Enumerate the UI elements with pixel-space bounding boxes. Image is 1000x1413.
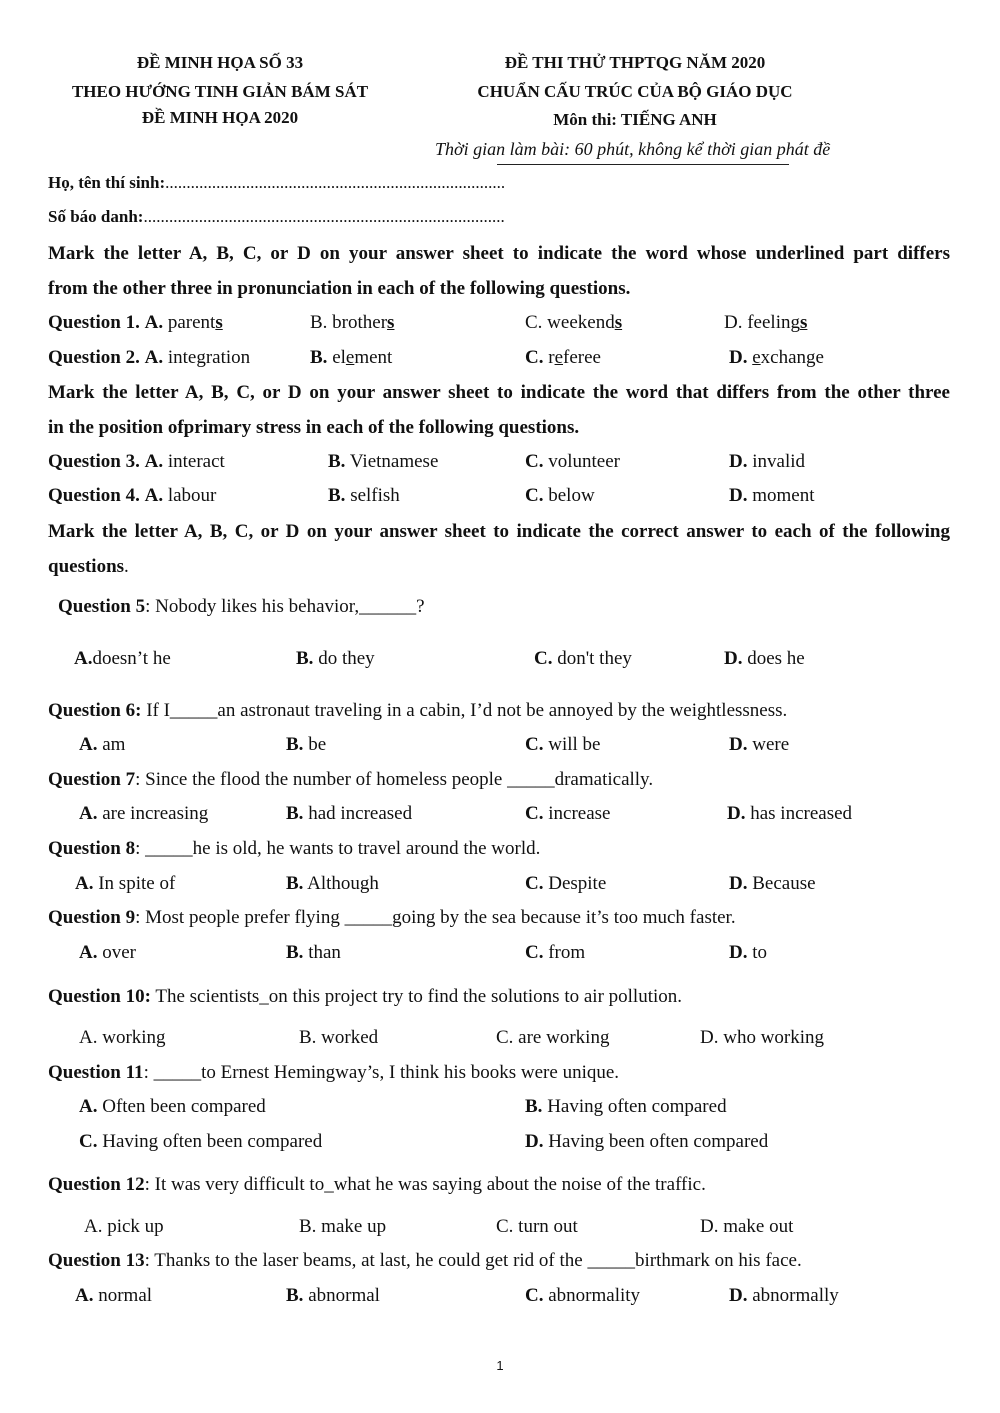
q7-option-a-letter: A.: [79, 803, 98, 824]
q5-option-b-letter: B.: [296, 648, 314, 669]
question-13-label: Question 13: [48, 1250, 145, 1271]
q1-option-d-underline: s: [799, 312, 808, 333]
q5-option-c-text: don't they: [552, 648, 632, 669]
header-left-line-3: ĐỀ MINH HỌA 2020: [141, 108, 299, 127]
q9-option-b: [286, 942, 341, 964]
q9-option-d-text: to: [747, 942, 768, 963]
q5-option-a-text: doesn’t he: [92, 648, 171, 669]
q5-option-b: [296, 648, 375, 670]
q1-option-c-underline: s: [614, 312, 623, 333]
q11-option-c: [79, 1131, 322, 1153]
question-8-label: Question 8: [48, 838, 136, 859]
q2-option-d-post: xchange: [760, 347, 824, 368]
question-13-text: : Thanks to the laser beams, at last, he could get rid of the _____birthmark on his face.: [144, 1250, 802, 1271]
question-7: [48, 769, 653, 791]
q7-option-b-text: had increased: [303, 803, 413, 824]
q3-option-d-text: invalid: [747, 451, 806, 472]
q2-option-b-pre: el: [327, 347, 346, 368]
q5-option-b-text: do they: [313, 648, 375, 669]
q3-option-d-letter: D.: [729, 451, 748, 472]
q7-option-a-text: are increasing: [97, 803, 209, 824]
question-1: [48, 312, 223, 334]
q4-option-c: [525, 485, 595, 507]
q2-option-d: [729, 347, 824, 369]
q7-option-b-letter: B.: [286, 803, 304, 824]
question-6-text: If I_____an astronaut traveling in a cabin, I’d not be annoyed by the weightlessness.: [141, 700, 788, 721]
q13-option-b-text: abnormal: [303, 1285, 380, 1306]
section-1-line-1: Mark the letter A, B, C, or D on your answer sheet to indicate the word whose underlined part differs: [48, 243, 950, 264]
q9-option-b-text: than: [303, 942, 341, 963]
question-12-label: Question 12: [48, 1174, 145, 1195]
q13-option-c-letter: C.: [525, 1285, 544, 1306]
q6-option-c: [525, 734, 600, 756]
q4-option-c-letter: C.: [525, 485, 544, 506]
question-7-text: : Since the flood the number of homeless people _____dramatically.: [135, 769, 654, 790]
q13-option-a: [75, 1285, 152, 1307]
q1-option-a-underline: s: [215, 312, 223, 333]
q6-option-d-text: were: [747, 734, 790, 755]
question-8-text: : _____he is old, he wants to travel around the world.: [135, 838, 541, 859]
q10-option-c: C. are working: [496, 1027, 610, 1048]
q13-option-d-letter: D.: [729, 1285, 748, 1306]
question-11: [48, 1062, 619, 1084]
candidate-name-label: Họ, tên thí sinh:: [48, 173, 166, 192]
q9-option-a: [79, 942, 136, 964]
q9-option-c-letter: C.: [525, 942, 544, 963]
q8-option-a-letter: A.: [75, 873, 94, 894]
header-left-line-1: ĐỀ MINH HỌA SỐ 33: [136, 53, 304, 72]
q9-option-c: [525, 942, 585, 964]
q6-option-a-letter: A.: [79, 734, 98, 755]
q4-option-b: [328, 485, 400, 507]
q4-option-d-letter: D.: [729, 485, 748, 506]
question-5-text: : Nobody likes his behavior,______?: [145, 596, 425, 617]
q4-option-a-letter: A.: [144, 485, 164, 506]
header-right-line-2: CHUẨN CẤU TRÚC CỦA BỘ GIÁO DỤC: [477, 82, 793, 101]
page-number: 1: [496, 1358, 504, 1373]
q7-option-d-letter: D.: [727, 803, 746, 824]
q3-option-c: [525, 451, 620, 473]
question-2-label: Question 2.: [48, 347, 140, 368]
q1-option-c-text: C. weekend: [525, 312, 615, 333]
q3-option-c-letter: C.: [525, 451, 544, 472]
q12-option-b: B. make up: [299, 1216, 387, 1237]
q9-option-d: [729, 942, 767, 964]
q3-option-b: [328, 451, 438, 473]
question-7-label: Question 7: [48, 769, 136, 790]
question-11-text: : _____to Ernest Hemingway’s, I think his books were unique.: [143, 1062, 620, 1083]
q11-option-b-letter: B.: [525, 1096, 543, 1117]
section-3-line-2-wrap: [48, 549, 950, 584]
question-10-label: Question 10:: [48, 986, 151, 1007]
q11-option-b-text: Having often compared: [542, 1096, 727, 1117]
q9-option-a-text: over: [97, 942, 136, 963]
q5-option-d-text: does he: [742, 648, 805, 669]
candidate-name-dots: ................................................................................: [165, 173, 506, 192]
question-10: [48, 986, 682, 1008]
section-3-instruction: [48, 514, 950, 584]
question-9-text: : Most people prefer flying _____going by the sea because it’s too much faster.: [135, 907, 736, 928]
q1-option-d: [724, 312, 807, 334]
q12-option-c: C. turn out: [496, 1216, 578, 1237]
question-12: [48, 1174, 706, 1196]
q3-option-b-text: Vietnamese: [345, 451, 439, 472]
q8-option-b: [286, 873, 379, 895]
q8-option-b-text: Although: [303, 873, 379, 894]
q13-option-d-text: abnormally: [747, 1285, 839, 1306]
q12-option-d: D. make out: [700, 1216, 794, 1237]
q13-option-b-letter: B.: [286, 1285, 304, 1306]
candidate-id-field: [48, 207, 505, 227]
q10-option-a: A. working: [79, 1027, 166, 1048]
question-3-label: Question 3.: [48, 451, 140, 472]
q11-option-d: [525, 1131, 768, 1153]
question-9-label: Question 9: [48, 907, 136, 928]
q6-option-b-text: be: [303, 734, 327, 755]
question-5-label: Question 5: [58, 596, 146, 617]
q7-option-d: [727, 803, 852, 825]
q4-option-a: labour: [163, 485, 217, 506]
candidate-name-field: [48, 173, 505, 193]
q1-option-a: parent: [163, 312, 216, 333]
section-2-line-2: in the position ofprimary stress in each of the following questions.: [48, 417, 580, 438]
q2-option-b-post: ment: [354, 347, 393, 368]
q2-option-b-letter: B.: [310, 347, 328, 368]
question-2: [48, 347, 250, 369]
question-4: [48, 485, 216, 507]
q11-option-d-letter: D.: [525, 1131, 544, 1152]
q11-option-c-text: Having often been compared: [97, 1131, 323, 1152]
q2-option-a-post: ration: [205, 347, 251, 368]
q4-option-b-letter: B.: [328, 485, 346, 506]
q9-option-c-text: from: [543, 942, 586, 963]
q2-option-b-underline: e: [345, 347, 355, 368]
q3-option-a: interact: [163, 451, 225, 472]
q5-option-d: [724, 648, 805, 670]
q11-option-a-letter: A.: [79, 1096, 98, 1117]
q5-option-c: [534, 648, 632, 670]
q7-option-c-letter: C.: [525, 803, 544, 824]
header-left-line-2: THEO HƯỚNG TINH GIẢN BÁM SÁT: [71, 82, 369, 101]
q2-option-b: [310, 347, 392, 369]
q9-option-b-letter: B.: [286, 942, 304, 963]
q11-option-a: [79, 1096, 266, 1118]
section-2-line-1: Mark the letter A, B, C, or D on your answer sheet to indicate the word that differs from the other three: [48, 382, 950, 403]
section-2-instruction: [48, 375, 950, 445]
q6-option-b: [286, 734, 326, 756]
time-note: Thời gian làm bài: 60 phút, không kể thời gian phát đề: [435, 139, 831, 159]
q7-option-c: [525, 803, 610, 825]
q5-option-a: [74, 648, 171, 670]
q3-option-c-text: volunteer: [543, 451, 620, 472]
q13-option-c: [525, 1285, 640, 1307]
question-4-label: Question 4.: [48, 485, 140, 506]
q6-option-a: [79, 734, 125, 756]
q2-option-a-pre: inte: [163, 347, 197, 368]
q11-option-d-text: Having been often compared: [543, 1131, 769, 1152]
q1-option-b-text: B. brother: [310, 312, 388, 333]
question-8: [48, 838, 540, 860]
question-3: [48, 451, 225, 473]
question-13: [48, 1250, 802, 1272]
section-3-period: .: [124, 556, 129, 577]
q8-option-d-letter: D.: [729, 873, 748, 894]
question-5: [58, 596, 425, 618]
q7-option-c-text: increase: [543, 803, 611, 824]
question-10-text: The scientists_on this project try to find the solutions to air pollution.: [150, 986, 683, 1007]
q4-option-b-text: selfish: [345, 485, 400, 506]
q8-option-c: [525, 873, 606, 895]
q13-option-a-text: normal: [93, 1285, 153, 1306]
header-right-line-3: Môn thi: TIẾNG ANH: [553, 110, 717, 129]
question-6-label: Question 6:: [48, 700, 142, 721]
q6-option-d-letter: D.: [729, 734, 748, 755]
q6-option-c-letter: C.: [525, 734, 544, 755]
q3-option-b-letter: B.: [328, 451, 346, 472]
section-1-instruction: [48, 236, 950, 306]
q6-option-c-text: will be: [543, 734, 601, 755]
q1-option-b-underline: s: [387, 312, 395, 333]
q7-option-d-text: has increased: [745, 803, 853, 824]
q2-option-c-underline: e: [554, 347, 563, 368]
q2-option-c-pre: r: [543, 347, 555, 368]
q13-option-c-text: abnormality: [543, 1285, 641, 1306]
section-3-line-2: questions: [48, 556, 125, 577]
q8-option-c-text: Despite: [543, 873, 607, 894]
q6-option-a-text: am: [97, 734, 126, 755]
q1-option-b: [310, 312, 394, 334]
q11-option-b: [525, 1096, 727, 1118]
candidate-id-label: Số báo danh:: [48, 207, 144, 226]
q4-option-d: [729, 485, 815, 507]
q9-option-d-letter: D.: [729, 942, 748, 963]
q6-option-d: [729, 734, 789, 756]
question-12-text: : It was very difficult to_what he was saying about the noise of the traffic.: [144, 1174, 706, 1195]
q8-option-c-letter: C.: [525, 873, 544, 894]
q11-option-c-letter: C.: [79, 1131, 98, 1152]
q8-option-b-letter: B.: [286, 873, 304, 894]
q2-option-d-letter: D.: [729, 347, 748, 368]
candidate-id-dots: .....................................................................................: [143, 207, 505, 226]
q2-option-a-letter: A.: [144, 347, 164, 368]
q1-option-c: [525, 312, 622, 334]
q3-option-d: [729, 451, 805, 473]
q6-option-b-letter: B.: [286, 734, 304, 755]
q5-option-a-letter: A.: [74, 648, 93, 669]
q8-option-a: [75, 873, 175, 895]
q13-option-a-letter: A.: [75, 1285, 94, 1306]
q2-option-c: [525, 347, 601, 369]
q3-option-a-letter: A.: [144, 451, 164, 472]
q8-option-d: [729, 873, 816, 895]
q5-option-d-letter: D.: [724, 648, 743, 669]
q2-option-d-underline: e: [752, 347, 761, 368]
q8-option-d-text: Because: [747, 873, 816, 894]
header-right-line-1: ĐỀ THI THỬ THPTQG NĂM 2020: [504, 53, 766, 72]
q1-option-d-text: D. feeling: [724, 312, 800, 333]
q10-option-d: D. who working: [700, 1027, 825, 1048]
question-1-label: Question 1.: [48, 312, 140, 333]
q11-option-a-text: Often been compared: [97, 1096, 266, 1117]
q10-option-b: B. worked: [299, 1027, 379, 1048]
section-1-line-2: from the other three in pronunciation in each of the following questions.: [48, 278, 631, 299]
q13-option-d: [729, 1285, 839, 1307]
q7-option-a: [79, 803, 208, 825]
question-11-label: Question 11: [48, 1062, 144, 1083]
q8-option-a-text: In spite of: [93, 873, 176, 894]
header-divider: [497, 164, 789, 165]
q2-option-a-underline: g: [196, 347, 206, 368]
q12-option-a: A. pick up: [84, 1216, 164, 1237]
section-3-line-1: Mark the letter A, B, C, or D on your answer sheet to indicate the correct answer to each of the following: [48, 521, 950, 542]
question-9: [48, 907, 736, 929]
q9-option-a-letter: A.: [79, 942, 98, 963]
q4-option-c-text: below: [543, 485, 595, 506]
q5-option-c-letter: C.: [534, 648, 553, 669]
q4-option-d-text: moment: [747, 485, 815, 506]
question-6: [48, 700, 787, 722]
q1-option-a-letter: A.: [144, 312, 164, 333]
q7-option-b: [286, 803, 412, 825]
q2-option-c-post: feree: [563, 347, 601, 368]
q13-option-b: [286, 1285, 380, 1307]
q2-option-c-letter: C.: [525, 347, 544, 368]
